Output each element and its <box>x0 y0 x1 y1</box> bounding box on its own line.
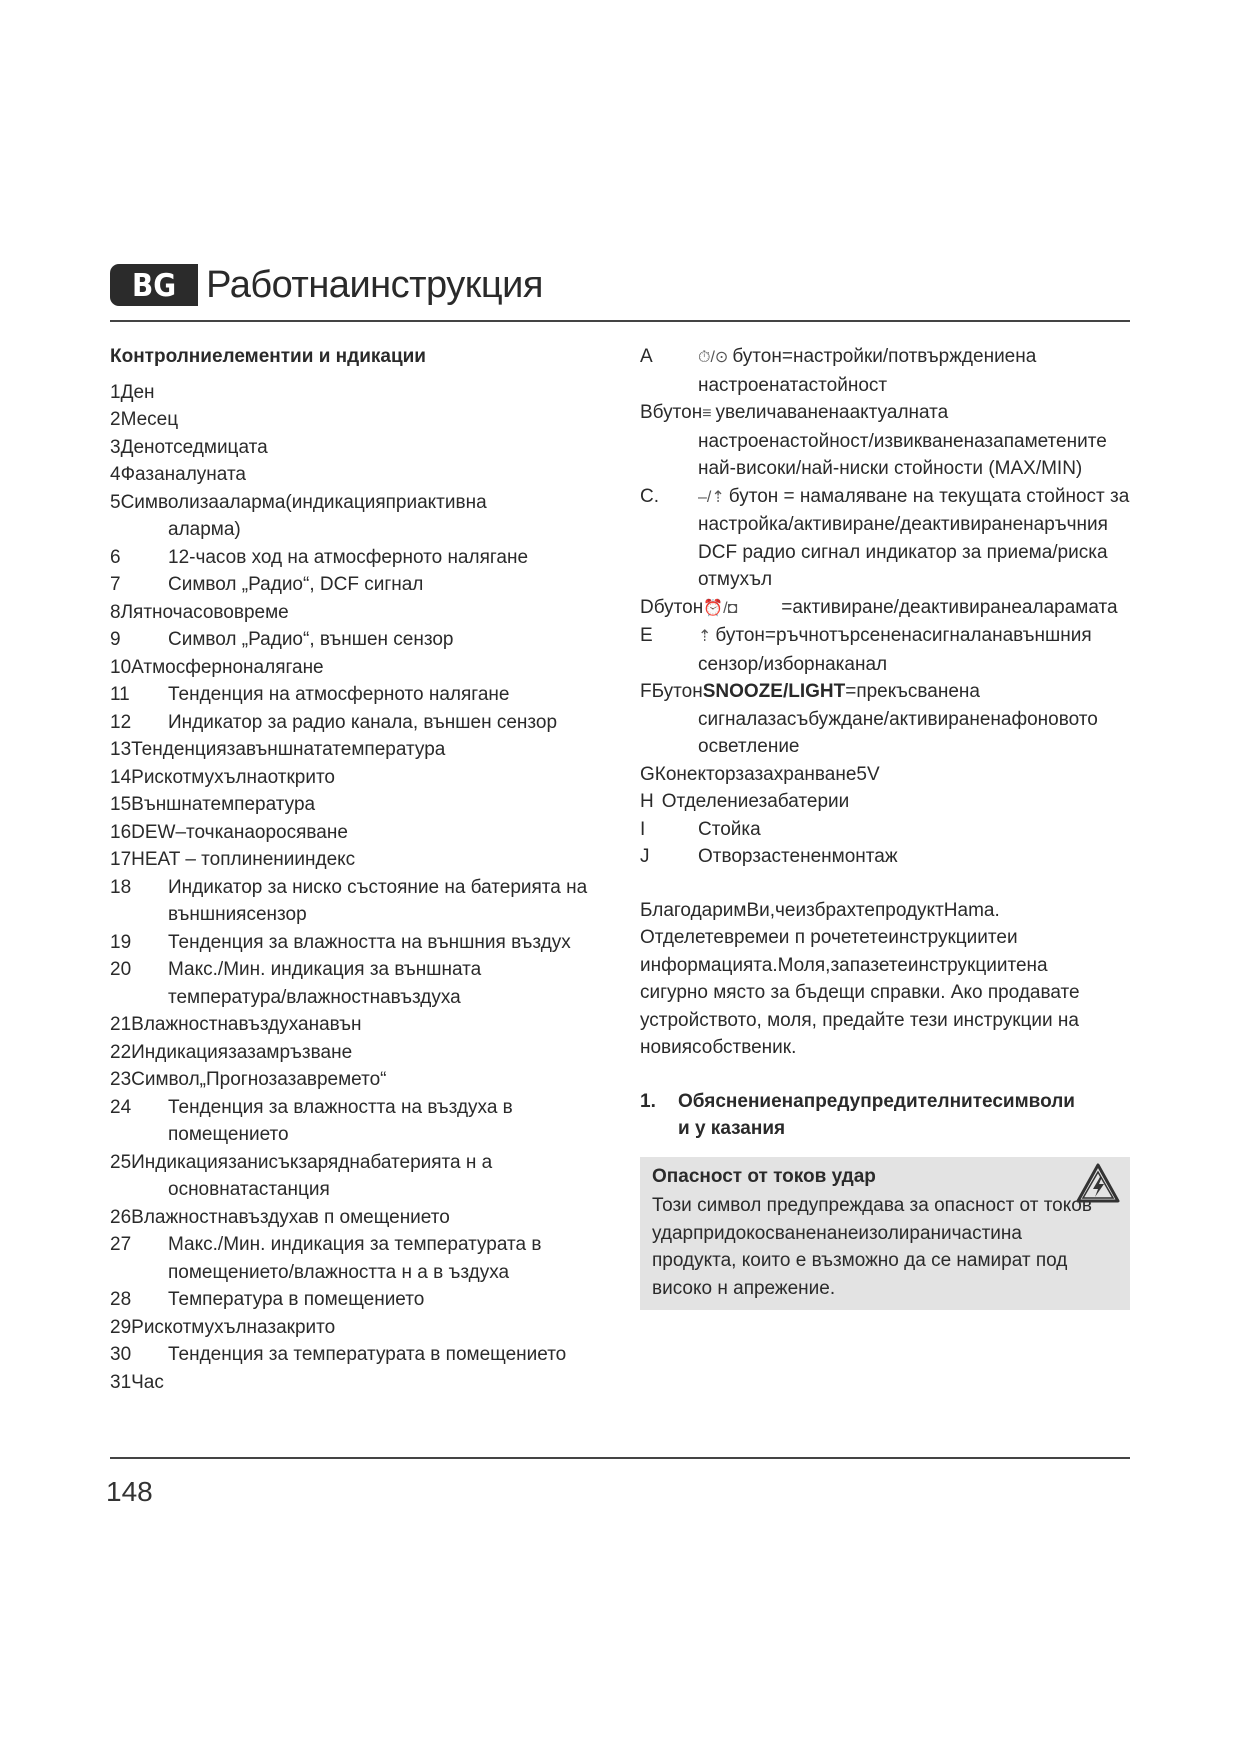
item-number: 17 <box>110 849 132 870</box>
item-text <box>131 1039 590 1067</box>
control-text-line: =активиране/деактивиранеаларамата <box>781 596 1118 618</box>
item-text-line: 12-часов ход на атмосферното налягане <box>168 546 529 568</box>
button-symbol-icon: ⇡ <box>698 628 712 645</box>
item-number: 16 <box>110 821 132 843</box>
item-number: 9 <box>110 629 121 650</box>
item-number: 14 <box>110 766 132 788</box>
item-text <box>121 434 590 462</box>
control-text <box>698 843 1130 871</box>
indicator-item <box>110 874 590 902</box>
item-text-line: Макс./Мин. индикация за температурата в <box>168 1234 542 1255</box>
control-text-continuation: сензор/изборнаканал <box>698 653 888 675</box>
intro-paragraph <box>640 897 1130 1062</box>
control-text-line: Отворзастененмонтаж <box>698 846 898 867</box>
warning-line: продукта, които е възможно да се намират под <box>652 1250 1068 1271</box>
indicator-item <box>110 709 590 737</box>
high-voltage-warning-icon <box>1076 1163 1120 1203</box>
warning-title: Опасност от токов удар <box>652 1165 876 1187</box>
item-text <box>131 1369 590 1397</box>
item-text-line: Тенденция на атмосферното налягане <box>168 684 510 705</box>
item-text-line: Тенденция за влажността на външния въздух <box>168 931 571 953</box>
item-text <box>131 1011 590 1039</box>
item-text-continuation: температура/влажностнавъздуха <box>168 986 461 1008</box>
item-text-line: Символ„Прогнозазавремето“ <box>131 1069 387 1090</box>
control-text-line: бутон=ръчнотърсененасигналанавъншния <box>715 625 1092 646</box>
item-text <box>131 1314 590 1342</box>
section-title-text <box>678 1088 1075 1143</box>
item-text <box>131 791 590 819</box>
button-symbol-icon: –/⇡ <box>698 488 725 506</box>
item-text-line: Влажностнавъздухав п омещението <box>131 1206 450 1228</box>
control-key: J <box>640 846 650 867</box>
control-text-continuation: сигналазасъбуждане/активираненафоновото <box>698 708 1098 730</box>
item-number: 11 <box>110 684 130 705</box>
item-number: 28 <box>110 1289 132 1310</box>
item-text-line: DEW–точканаоросяване <box>131 821 348 843</box>
control-text-line: бутон = намаляване на текущата стойност за <box>728 485 1130 507</box>
item-number: 4 <box>110 464 121 485</box>
item-text-line: Външнатемпература <box>131 794 316 815</box>
indicator-item <box>110 791 590 819</box>
item-text-line: Индикациязазамръзване <box>131 1041 353 1063</box>
button-symbol-icon: ⏱/⊙ <box>698 349 729 366</box>
control-text-continuation: настроенатастойност <box>698 374 888 396</box>
indicator-item <box>110 1066 590 1094</box>
item-text-line: Рискотмухълнаоткрито <box>131 766 336 788</box>
indicator-item <box>110 654 590 682</box>
item-text-line: Индикациязанисъкзаряднабатерията н а <box>131 1151 493 1173</box>
item-number: 3 <box>110 436 121 458</box>
item-text <box>131 654 590 682</box>
item-number: 30 <box>110 1344 132 1365</box>
control-item <box>640 843 1130 871</box>
control-text <box>703 678 1130 706</box>
top-divider <box>110 320 1130 322</box>
left-column <box>110 343 590 1396</box>
item-text-line: Символ „Радио“, DCF сигнал <box>168 574 424 595</box>
item-text <box>168 1231 590 1259</box>
indicator-item <box>110 489 590 517</box>
indicator-item <box>110 1011 590 1039</box>
intro-line: новиясобственик. <box>640 1037 797 1058</box>
item-text <box>168 626 590 654</box>
indicator-item <box>110 846 590 874</box>
indicator-item <box>110 736 590 764</box>
control-text-line: Конекторзазахранване5V <box>654 763 880 785</box>
item-text-line: HEAT – топлиненииндекс <box>131 849 356 870</box>
control-key: E <box>640 625 653 646</box>
item-text-line: Тенденция за влажността на въздуха в <box>168 1096 513 1118</box>
indicator-item <box>110 1231 590 1259</box>
page-header <box>110 262 543 308</box>
indicator-item <box>110 1369 590 1397</box>
item-text-line: Символизааларма(индикацияприактивна <box>120 491 487 513</box>
indicator-item <box>110 929 590 957</box>
item-text-line: Влажностнавъздуханавън <box>131 1014 362 1035</box>
indicator-item <box>110 1149 590 1177</box>
indicator-item <box>110 599 590 627</box>
item-number: 18 <box>110 876 132 898</box>
control-key: I <box>640 818 646 840</box>
control-text-line: Стойка <box>698 818 761 840</box>
item-text <box>168 1094 590 1122</box>
item-number: 12 <box>110 711 132 733</box>
page-title: Работнаинструкция <box>206 263 543 306</box>
indicator-item <box>110 1341 590 1369</box>
indicator-item <box>110 764 590 792</box>
indicator-item <box>110 956 590 984</box>
controls-heading: Контролниелементии и ндикации <box>110 346 426 367</box>
controls-list <box>640 343 1130 871</box>
control-item <box>640 343 1130 372</box>
item-text <box>131 1066 590 1094</box>
item-text <box>168 571 590 599</box>
item-text-line: Индикатор за радио канала, външен сензор <box>168 711 558 733</box>
item-text-line: Индикатор за ниско състояние на батерията на <box>168 876 588 898</box>
control-item <box>640 399 1130 428</box>
item-text <box>131 819 590 847</box>
item-number: 7 <box>110 574 121 595</box>
item-number: 8 <box>110 601 121 623</box>
item-text <box>168 681 590 709</box>
item-number: 15 <box>110 794 132 815</box>
indicator-item <box>110 571 590 599</box>
button-symbol-icon: ⏰/◘ <box>703 599 738 617</box>
control-item <box>640 678 1130 706</box>
item-text <box>121 461 590 489</box>
indicator-item <box>110 819 590 847</box>
control-text-continuation: отмухъл <box>698 569 773 590</box>
indicator-item <box>110 544 590 572</box>
warning-box <box>640 1157 1130 1311</box>
indicator-item <box>110 1286 590 1314</box>
control-text <box>698 816 1130 844</box>
item-text <box>121 599 590 627</box>
control-text <box>698 483 1130 512</box>
item-text <box>168 929 590 957</box>
intro-line: информацията.Моля,запазетеинструкциитена <box>640 954 1048 976</box>
item-number: 21 <box>110 1014 132 1035</box>
item-number: 1 <box>110 381 121 403</box>
indicator-item <box>110 681 590 709</box>
intro-line: сигурно място за бъдещи справки. Ако продавате <box>640 982 1080 1003</box>
control-item <box>640 594 1130 623</box>
warning-text <box>652 1192 1118 1302</box>
indicator-item <box>110 406 590 434</box>
item-text-line: Ден <box>120 381 155 403</box>
item-number: 6 <box>110 546 121 568</box>
item-text <box>121 379 590 407</box>
section-number: 1. <box>640 1090 656 1112</box>
item-text-line: Рискотмухълназакрито <box>131 1316 336 1338</box>
control-item <box>640 788 1130 816</box>
item-text <box>168 1341 590 1369</box>
page-number: 148 <box>106 1476 153 1507</box>
item-text <box>131 736 590 764</box>
item-number: 13 <box>110 739 132 760</box>
item-number: 10 <box>110 656 132 678</box>
control-text-line: бутон=настройки/потвърждениена <box>732 346 1037 367</box>
control-text-continuation: настройка/активиране/деактивираненаръчния <box>698 514 1108 535</box>
item-text <box>131 846 590 874</box>
item-text-line: Месец <box>120 409 179 430</box>
item-text-line: Тенденциязавъншнататемпература <box>131 739 446 760</box>
item-number: 25 <box>110 1151 132 1173</box>
item-text <box>121 489 590 517</box>
control-text <box>703 594 1130 623</box>
item-number: 5 <box>110 491 121 513</box>
item-text-continuation: помещението <box>168 1124 289 1145</box>
intro-line: Отделетевремеи п рочететеинструкциитеи <box>640 927 1018 948</box>
item-text-line: Тенденция за температурата в помещението <box>168 1344 567 1365</box>
section-title-line: Обяснениенапредупредителнитесимволи <box>678 1090 1075 1112</box>
control-item <box>640 622 1130 651</box>
indicator-item <box>110 1094 590 1122</box>
item-number: 31 <box>110 1371 132 1393</box>
item-text-line: Символ „Радио“, външен сензор <box>168 629 454 650</box>
item-text-continuation: основнатастанция <box>168 1179 330 1200</box>
indicator-item <box>110 1314 590 1342</box>
control-key: FБутон <box>640 681 703 702</box>
item-text-continuation: помещението/влажността н а в ъздуха <box>168 1261 510 1283</box>
control-item <box>640 816 1130 844</box>
item-text-line: Денотседмицата <box>120 436 268 458</box>
language-badge: BG <box>110 264 198 306</box>
item-text <box>168 709 590 737</box>
control-text <box>662 788 1130 816</box>
control-item <box>640 761 1130 789</box>
control-item <box>640 483 1130 512</box>
item-number: 27 <box>110 1234 132 1255</box>
control-key: Dбутон <box>640 596 704 618</box>
control-text-continuation: най-високи/най-ниски стойности (MAX/MIN) <box>698 458 1083 479</box>
indicator-item <box>110 434 590 462</box>
item-number: 2 <box>110 409 121 430</box>
control-text-continuation: DCF радио сигнал индикатор за приема/риска <box>698 541 1108 563</box>
item-text <box>168 544 590 572</box>
item-number: 19 <box>110 931 132 953</box>
control-text-line: Отделениезабатерии <box>661 791 850 812</box>
indicator-item <box>110 1039 590 1067</box>
control-text-continuation: осветление <box>698 736 800 757</box>
item-text <box>168 956 590 984</box>
bottom-divider <box>110 1457 1130 1459</box>
control-key: Вбутон <box>640 402 703 423</box>
item-text-continuation: външниясензор <box>168 904 307 925</box>
item-text-line: Температура в помещението <box>168 1289 425 1310</box>
button-symbol-icon: ≡ <box>702 405 712 422</box>
control-key: A <box>640 346 653 367</box>
warning-line: високо н апрежение. <box>652 1277 836 1299</box>
control-text <box>698 343 1130 372</box>
section-title <box>640 1088 1130 1143</box>
control-text-line: увеличаваненаактуалната <box>715 402 949 423</box>
item-text <box>131 1204 590 1232</box>
item-text-line: Час <box>131 1371 164 1393</box>
indicator-item <box>110 626 590 654</box>
intro-line: устройството, моля, предайте тези инструкции на <box>640 1009 1079 1031</box>
control-text <box>698 622 1130 651</box>
item-text-line: Атмосферноналягане <box>131 656 324 678</box>
indicator-item <box>110 379 590 407</box>
right-column <box>640 343 1130 1310</box>
control-text <box>702 399 1130 428</box>
indicator-list <box>110 379 590 1397</box>
item-text-line: Фазаналуната <box>120 464 246 485</box>
item-text-continuation: аларма) <box>168 519 241 540</box>
intro-line: БлагодаримВи,чеизбрахтепродуктHama. <box>640 899 1000 921</box>
item-text <box>121 406 590 434</box>
item-text-line: Макс./Мин. индикация за външната <box>168 959 482 980</box>
item-number: 29 <box>110 1316 132 1338</box>
control-key: C. <box>640 485 659 507</box>
control-text <box>655 761 1130 789</box>
item-number: 23 <box>110 1069 132 1090</box>
item-number: 22 <box>110 1041 132 1063</box>
control-key: G <box>640 763 655 785</box>
item-text <box>131 1149 590 1177</box>
indicator-item <box>110 1204 590 1232</box>
control-key: H <box>640 791 654 812</box>
control-text-line: =прекъсванена <box>845 681 980 702</box>
item-text <box>168 874 590 902</box>
item-text <box>168 1286 590 1314</box>
item-text-line: Лятночасововреме <box>120 601 289 623</box>
item-number: 26 <box>110 1206 132 1228</box>
item-number: 20 <box>110 959 132 980</box>
indicator-item <box>110 461 590 489</box>
section-title-line: и у казания <box>678 1118 786 1139</box>
item-number: 24 <box>110 1096 132 1118</box>
item-text <box>131 764 590 792</box>
control-text-continuation: настроенастойност/извикваненазапаметените <box>698 430 1107 452</box>
button-name: SNOOZE/LIGHT <box>702 681 846 702</box>
warning-line: ударпридокосваненанеизолираничастина <box>652 1222 1022 1244</box>
warning-line: Този символ предупреждава за опасност от токов <box>652 1195 1092 1216</box>
